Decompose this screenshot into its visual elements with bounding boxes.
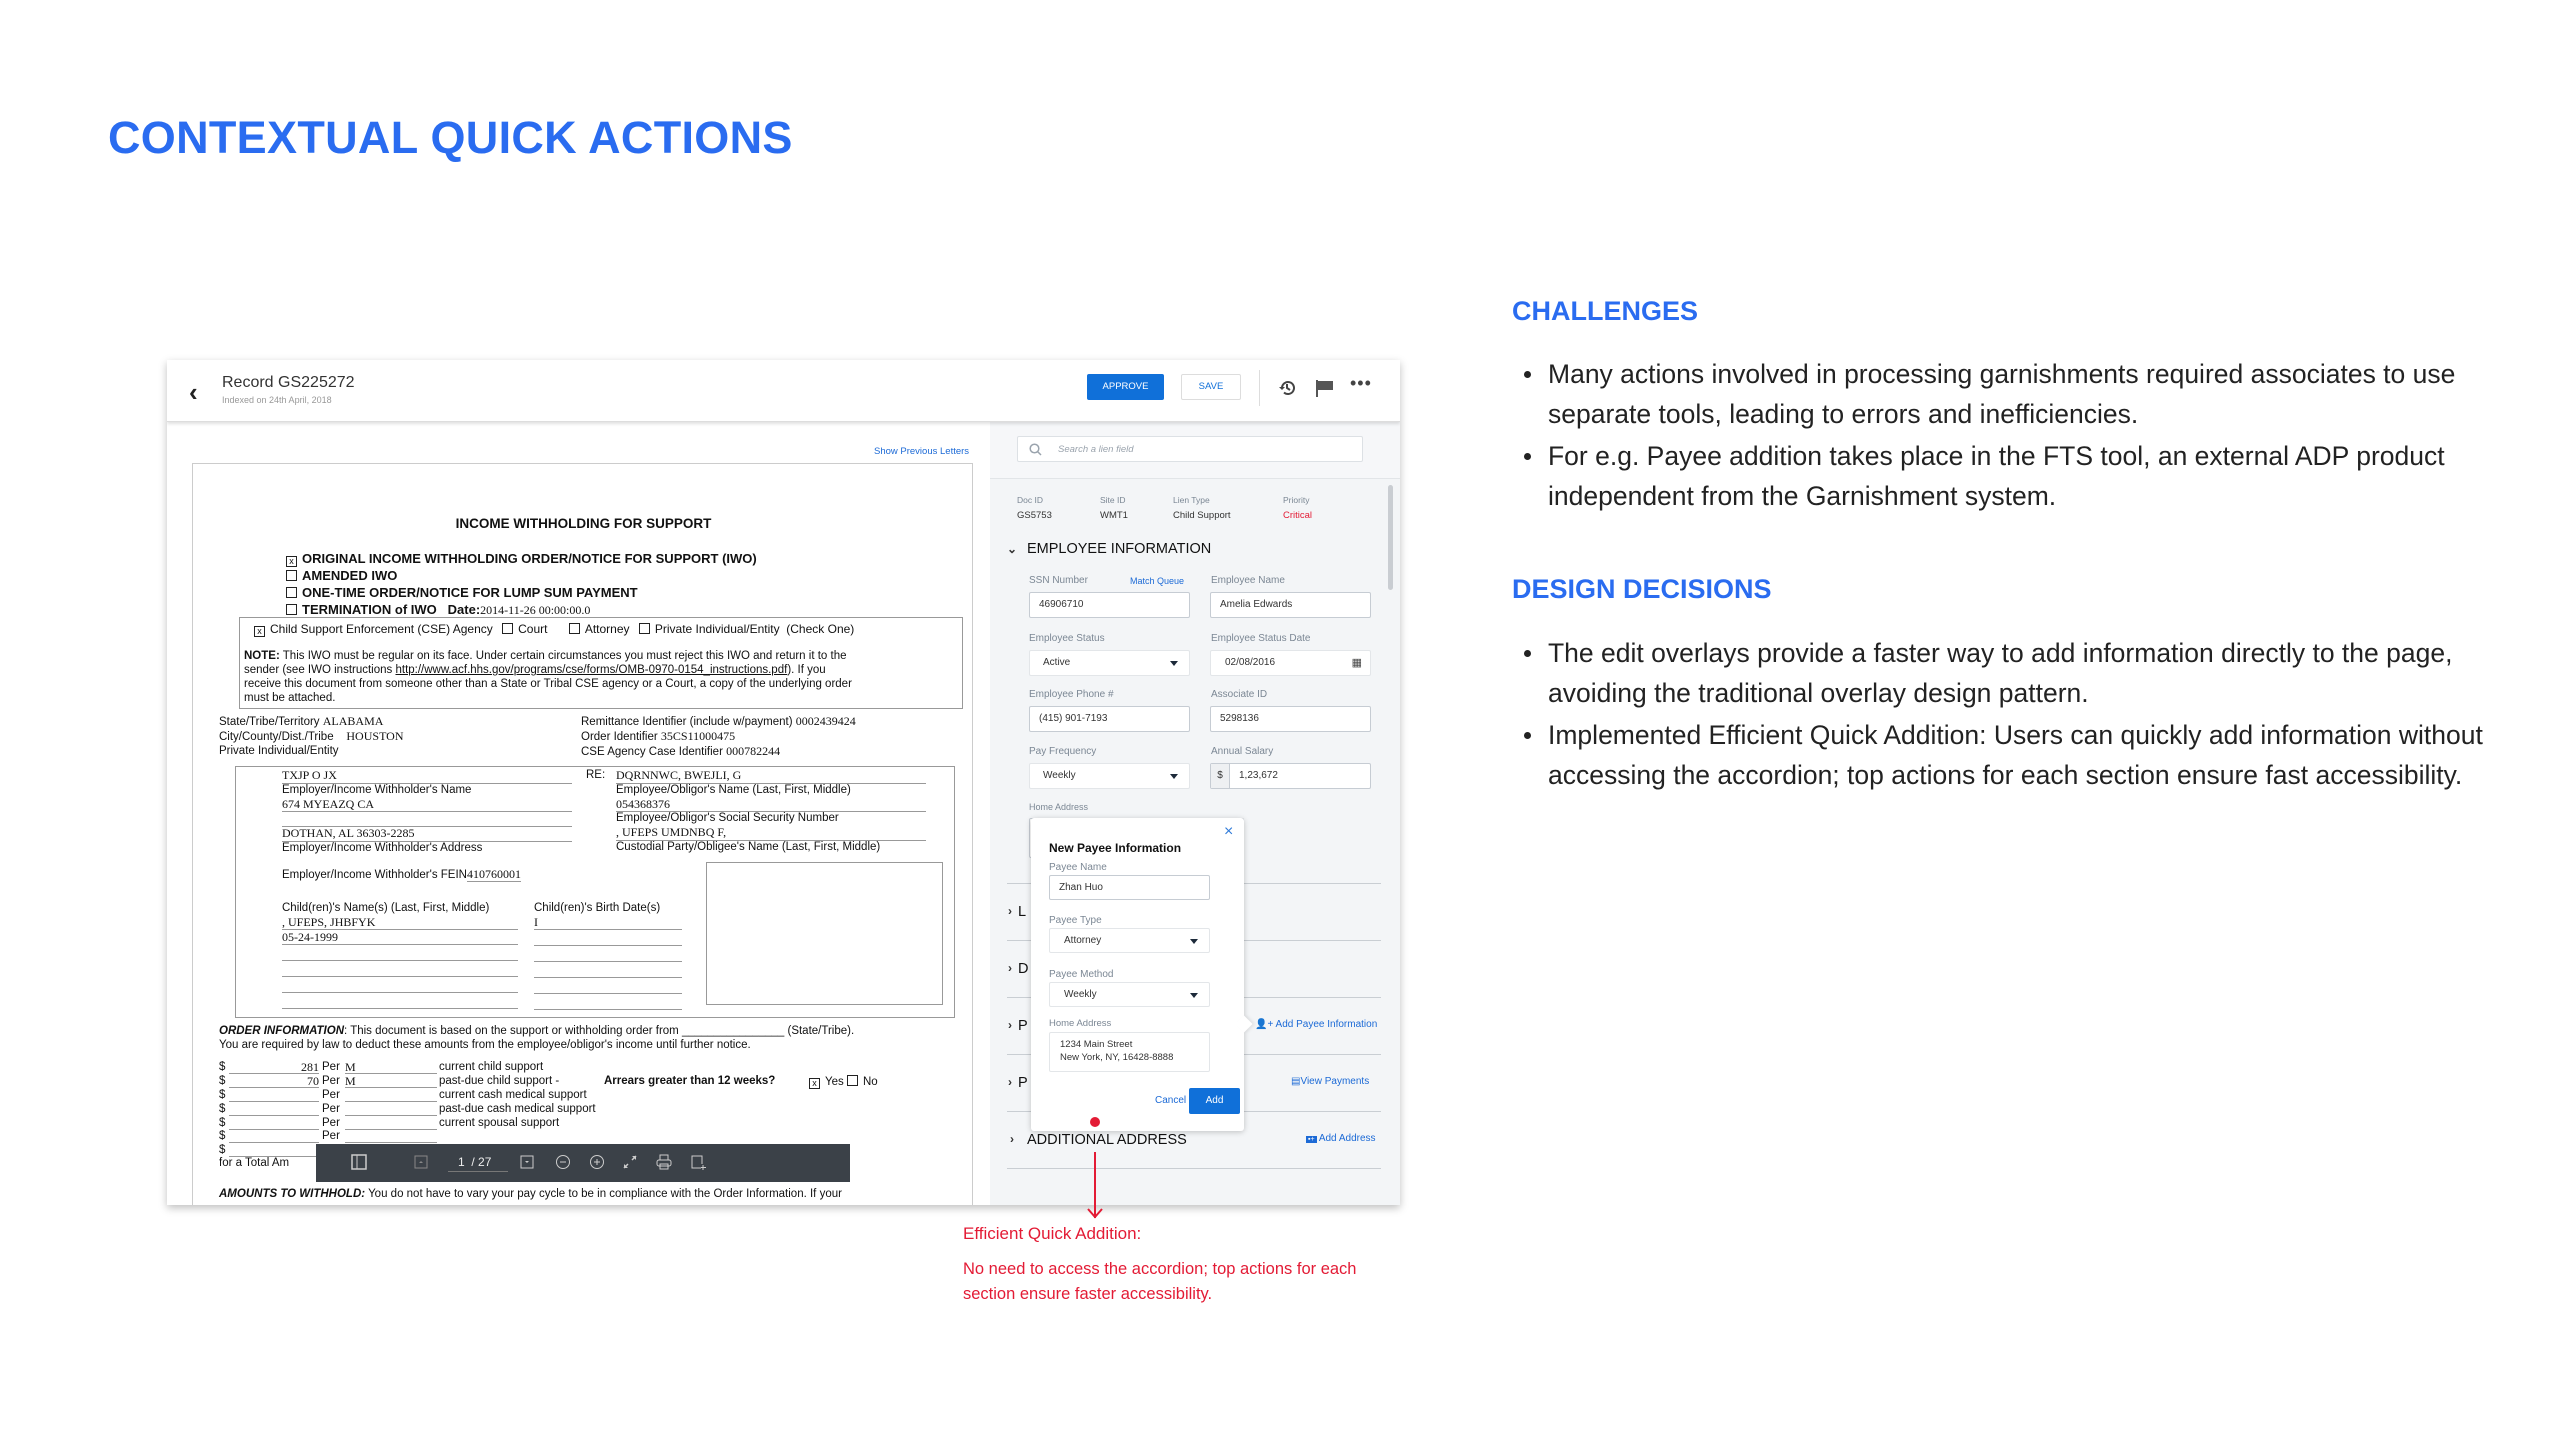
show-previous-letters-link[interactable]: Show Previous Letters xyxy=(874,446,970,457)
chevron-right-icon[interactable]: › xyxy=(1010,1132,1014,1146)
selected-value: Weekly xyxy=(1043,770,1076,781)
chevron-right-icon[interactable]: › xyxy=(1008,1018,1012,1032)
label: Add Payee Information xyxy=(1275,1019,1378,1030)
app-mockup xyxy=(167,360,1400,1205)
checkbox xyxy=(502,623,513,634)
zoom-out-icon[interactable] xyxy=(555,1154,571,1170)
per: Per xyxy=(322,1116,340,1129)
meta-label: Doc ID xyxy=(1017,495,1043,505)
field-label: Employer/Income Withholder's Address xyxy=(282,841,483,854)
employee-name: DQRNNWC, BWEJLI, G xyxy=(616,769,926,784)
amount xyxy=(229,1117,319,1130)
address-line: New York, NY, 16428-8888 xyxy=(1060,1052,1174,1063)
currency: $ xyxy=(219,1074,226,1087)
option-label: ONE-TIME ORDER/NOTICE FOR LUMP SUM PAYMENT xyxy=(302,585,638,600)
support-type: current spousal support xyxy=(439,1116,560,1129)
amount xyxy=(229,1130,319,1143)
field-value: 35CS11000475 xyxy=(660,729,736,743)
checkbox xyxy=(286,570,297,581)
doc-title: INCOME WITHHOLDING FOR SUPPORT xyxy=(455,516,712,531)
save-button[interactable]: SAVE xyxy=(1181,374,1241,400)
agency-option: Child Support Enforcement (CSE) Agency xyxy=(270,622,493,636)
payee-type-select[interactable] xyxy=(1049,928,1210,953)
ssn-label: SSN Number xyxy=(1029,575,1088,586)
amount xyxy=(229,1089,319,1102)
order-text: : This document is based on the support or withholding order from ________________ (State/Tribe). xyxy=(344,1025,855,1037)
accordion-section-title[interactable]: L xyxy=(1018,904,1027,920)
employee-status-select[interactable] xyxy=(1029,650,1190,676)
option-label: ORIGINAL INCOME WITHHOLDING ORDER/NOTICE FOR SUPPORT (IWO) xyxy=(302,551,757,566)
fein-value: 410760001 xyxy=(466,867,521,881)
child-name: , UFEPS, JHBFYK xyxy=(282,915,518,930)
selected-value: Active xyxy=(1043,657,1071,668)
pdf-toolbar xyxy=(316,1144,850,1182)
address-card-icon: ▪+ xyxy=(1308,1136,1315,1143)
cancel-button[interactable]: Cancel xyxy=(1155,1095,1187,1106)
checkbox-checked: x xyxy=(254,626,265,637)
field-value: 0002439424 xyxy=(795,714,856,728)
meta-label: Site ID xyxy=(1100,495,1126,505)
meta-value: Critical xyxy=(1283,510,1313,521)
amount xyxy=(229,1144,319,1157)
employee-name-label: Employee Name xyxy=(1211,575,1285,586)
page-number[interactable]: 1 xyxy=(458,1155,465,1169)
amount-row xyxy=(219,1089,979,1103)
period xyxy=(345,1130,437,1143)
back-chevron-icon[interactable]: ‹ xyxy=(189,377,198,407)
field-label: Employer/Income Withholder's Name xyxy=(282,783,472,796)
pay-frequency-select[interactable] xyxy=(1029,763,1190,789)
print-icon[interactable] xyxy=(656,1154,672,1170)
home-address-label: Home Address xyxy=(1049,1018,1112,1029)
sidebar-toggle-icon[interactable] xyxy=(351,1154,367,1170)
label: Add Address xyxy=(1318,1133,1376,1144)
yes-label: Yes xyxy=(825,1075,844,1088)
field-label: Child(ren)'s Birth Date(s) xyxy=(534,902,661,914)
add-user-icon: 👤+ xyxy=(1255,1019,1274,1030)
amount: 70 xyxy=(229,1075,319,1088)
ssn-field[interactable]: 46906710 xyxy=(1029,592,1190,618)
add-address-button[interactable] xyxy=(1306,1133,1376,1144)
design-decisions-heading: DESIGN DECISIONS xyxy=(1512,574,1772,604)
date-label: Date: xyxy=(447,602,481,617)
amount xyxy=(229,1103,319,1116)
employer-address: 674 MYEAZQ CA xyxy=(282,798,572,813)
order-type-options xyxy=(286,550,757,619)
meta-label: Lien Type xyxy=(1173,495,1210,505)
agency-option: Private Individual/Entity xyxy=(654,622,780,636)
employee-ssn: 054368376 xyxy=(616,798,926,813)
amount-row xyxy=(219,1061,979,1075)
check-one: (Check One) xyxy=(786,622,855,636)
payee-name-label: Payee Name xyxy=(1049,862,1107,873)
match-queue-link[interactable]: Match Queue xyxy=(1130,576,1185,586)
meta-value: GS5753 xyxy=(1017,510,1052,521)
document-page xyxy=(192,463,973,1205)
annual-salary-label: Annual Salary xyxy=(1211,746,1274,757)
checkbox xyxy=(286,604,297,615)
decision-item: The edit overlays provide a faster way to add information directly to the page, avoiding the traditional overlay design pattern. xyxy=(1548,633,2488,713)
search-placeholder: Search a lien field xyxy=(1058,444,1134,455)
section-title-employee-information[interactable]: EMPLOYEE INFORMATION xyxy=(1027,541,1212,557)
currency-prefix: $ xyxy=(1211,764,1230,788)
payee-method-label: Payee Method xyxy=(1049,969,1114,980)
employee-status-label: Employee Status xyxy=(1029,633,1105,644)
challenges-heading: CHALLENGES xyxy=(1512,296,1699,326)
field-value: ALABAMA xyxy=(322,714,384,728)
currency: $ xyxy=(219,1102,226,1115)
note-text: receive this document from someone other than a State or Tribal CSE agency or a Court, a copy of the underlying order xyxy=(244,678,852,690)
field-label: Private Individual/Entity xyxy=(219,745,339,757)
search-icon xyxy=(1029,443,1042,456)
period xyxy=(345,1089,437,1102)
date-value: 2014-11-26 00:00:00.0 xyxy=(480,603,591,617)
record-title: Record GS225272 xyxy=(222,374,355,391)
parties-box xyxy=(235,766,955,1018)
employer-name: TXJP O JX xyxy=(282,769,572,784)
selected-value: Weekly xyxy=(1064,989,1097,1000)
address-line: 1234 Main Street xyxy=(1060,1039,1133,1050)
salary-value: 1,23,672 xyxy=(1239,770,1278,781)
currency: $ xyxy=(219,1061,226,1073)
identifier-fields xyxy=(581,714,856,759)
home-address-textarea[interactable] xyxy=(1049,1032,1210,1072)
support-type: past-due cash medical support xyxy=(439,1102,596,1115)
divider xyxy=(1259,370,1260,406)
currency: $ xyxy=(219,1144,226,1157)
amount-row xyxy=(219,1117,979,1131)
section-title-additional-address[interactable]: ADDITIONAL ADDRESS xyxy=(1027,1132,1187,1148)
chevron-right-icon[interactable]: › xyxy=(1008,1075,1012,1089)
checkbox xyxy=(639,623,650,634)
currency: $ xyxy=(219,1088,226,1101)
support-type: current cash medical support xyxy=(439,1088,587,1101)
re-label: RE: xyxy=(586,769,606,781)
instructions-link[interactable]: http://www.acf.hhs.gov/programs/cse/forms/OMB-0970-0154_instructions.pdf xyxy=(395,664,788,676)
order-label: ORDER INFORMATION xyxy=(219,1025,345,1037)
flag-icon[interactable] xyxy=(1315,379,1335,397)
currency: $ xyxy=(219,1130,226,1143)
date-value: 02/08/2016 xyxy=(1225,657,1276,668)
employee-name-field[interactable]: Amelia Edwards xyxy=(1210,592,1371,618)
meta-value: Child Support xyxy=(1173,510,1231,521)
challenge-item: Many actions involved in processing garnishments required associates to use separate tools, leading to errors and inefficiencies. xyxy=(1548,354,2488,434)
field-label: Custodial Party/Obligee's Name (Last, First, Middle) xyxy=(616,840,881,853)
field-value: 000782244 xyxy=(726,744,781,758)
add-button[interactable]: Add xyxy=(1189,1088,1240,1114)
birth-date: I xyxy=(534,915,682,930)
option-label: TERMINATION of IWO xyxy=(302,602,437,617)
zoom-in-icon[interactable] xyxy=(589,1154,605,1170)
jurisdiction-fields xyxy=(219,714,404,758)
field-label: City/County/Dist./Tribe xyxy=(219,731,334,743)
challenge-item: For e.g. Payee addition takes place in the FTS tool, an external ADP product independent from the Garnishment system. xyxy=(1548,436,2488,516)
field-label: Employer/Income Withholder's FEIN xyxy=(282,869,467,881)
selected-value: Attorney xyxy=(1064,935,1102,946)
checkbox xyxy=(847,1075,858,1086)
agency-option: Attorney xyxy=(584,622,630,636)
annotation-dot xyxy=(1090,1117,1100,1127)
checkbox-checked: x xyxy=(809,1078,820,1089)
indexed-date: Indexed on 24th April, 2018 xyxy=(222,395,332,405)
label: View Payments xyxy=(1300,1076,1370,1087)
amount: 281 xyxy=(229,1061,319,1074)
annotation-title: Efficient Quick Addition: xyxy=(963,1224,1142,1243)
annotation-line-text: section ensure faster accessibility. xyxy=(963,1285,1213,1303)
add-page-icon[interactable] xyxy=(690,1154,706,1171)
page-total: / 27 xyxy=(471,1155,492,1169)
chevron-right-icon[interactable]: › xyxy=(1008,904,1012,918)
search-input[interactable] xyxy=(1017,436,1363,462)
popover-title: New Payee Information xyxy=(1049,841,1182,855)
meta-label: Priority xyxy=(1283,495,1310,505)
withhold-text: You do not have to vary your pay cycle to be in compliance with the Order Information. If your xyxy=(365,1188,842,1200)
no-label: No xyxy=(862,1075,878,1088)
phone-label: Employee Phone # xyxy=(1029,689,1114,700)
decision-item: Implemented Efficient Quick Addition: Users can quickly add information without accessing the accordion; top actions for each section ensure fast accessibility. xyxy=(1548,715,2488,795)
payee-name-field[interactable]: Zhan Huo xyxy=(1049,875,1210,900)
field-value: HOUSTON xyxy=(346,729,404,743)
note-text: must be attached. xyxy=(244,692,336,704)
scrollbar[interactable] xyxy=(1388,485,1393,590)
next-page-icon[interactable] xyxy=(520,1155,534,1169)
close-icon[interactable]: × xyxy=(1224,823,1234,840)
custodial-name: , UFEPS UMDNBQ F, xyxy=(616,826,926,841)
per: Per xyxy=(322,1061,340,1073)
status-date-label: Employee Status Date xyxy=(1211,633,1311,644)
order-information xyxy=(219,1024,854,1052)
status-date-picker[interactable] xyxy=(1210,650,1371,676)
more-icon[interactable]: ••• xyxy=(1350,373,1372,393)
approve-button[interactable]: APPROVE xyxy=(1087,374,1164,400)
field-label: State/Tribe/Territory xyxy=(219,716,320,728)
page-title: CONTEXTUAL QUICK ACTIONS xyxy=(108,112,793,163)
period xyxy=(345,1117,437,1130)
arrears-question: Arrears greater than 12 weeks? xyxy=(604,1074,776,1087)
per: Per xyxy=(322,1088,340,1101)
support-type: current child support xyxy=(439,1061,544,1073)
field-label: Employee/Obligor's Name (Last, First, Middle) xyxy=(616,783,851,796)
checkbox-checked: x xyxy=(286,556,297,567)
note-text: sender (see IWO instructions xyxy=(244,664,396,676)
total-amount-label: for a Total Am xyxy=(219,1157,290,1169)
accordion-section-title[interactable]: P xyxy=(1018,1075,1028,1091)
meta-value: WMT1 xyxy=(1100,510,1128,521)
order-text: You are required by law to deduct these amounts from the employee/obligor's income until further notice. xyxy=(219,1039,751,1051)
decisions-list xyxy=(1548,633,2488,797)
currency: $ xyxy=(219,1116,226,1129)
payments-icon: ▤ xyxy=(1291,1076,1301,1087)
field-label: Remittance Identifier (include w/payment) xyxy=(581,716,793,728)
note-label: NOTE: xyxy=(244,650,280,662)
child-name: 05-24-1999 xyxy=(282,930,518,945)
record-header xyxy=(167,360,1400,422)
period xyxy=(345,1103,437,1116)
period: M xyxy=(345,1061,437,1074)
accordion-section-title[interactable]: D xyxy=(1018,961,1029,977)
home-address-label: Home Address xyxy=(1029,802,1089,812)
accordion-section-title[interactable]: P xyxy=(1018,1018,1028,1034)
field-label: Employee/Obligor's Social Security Number xyxy=(616,812,839,825)
annotation-text xyxy=(963,1257,1357,1307)
payee-type-label: Payee Type xyxy=(1049,915,1102,926)
amount-row xyxy=(219,1075,979,1089)
challenges-list xyxy=(1548,354,2488,518)
withhold-label: AMOUNTS TO WITHHOLD: xyxy=(219,1188,366,1200)
chevron-down-icon[interactable]: ⌄ xyxy=(1007,542,1018,556)
payee-method-select[interactable] xyxy=(1049,982,1210,1007)
history-icon[interactable] xyxy=(1278,379,1296,397)
checkbox xyxy=(569,623,580,634)
option-label: AMENDED IWO xyxy=(302,568,398,583)
note-text: This IWO must be regular on its face. Under certain circumstances you must reject this IWO and return it to the xyxy=(279,650,847,662)
phone-field[interactable]: (415) 901-7193 xyxy=(1029,706,1190,732)
pay-frequency-label: Pay Frequency xyxy=(1029,746,1097,757)
per: Per xyxy=(322,1102,340,1115)
note-text: ). If you xyxy=(787,664,826,676)
amount-row xyxy=(219,1103,979,1117)
per: Per xyxy=(322,1074,340,1087)
field-label: CSE Agency Case Identifier xyxy=(581,746,723,758)
chevron-right-icon[interactable]: › xyxy=(1008,961,1012,975)
associate-id-field[interactable]: 5298136 xyxy=(1210,706,1371,732)
checkbox xyxy=(286,587,297,598)
new-payee-popover xyxy=(1031,818,1244,1131)
arrow-down-icon xyxy=(1087,1207,1103,1219)
field-label: Order Identifier xyxy=(581,731,658,743)
fullscreen-icon[interactable] xyxy=(622,1154,638,1170)
amount-row xyxy=(219,1130,979,1144)
add-payee-information-button[interactable] xyxy=(1255,1019,1377,1030)
support-type: past-due child support - xyxy=(439,1074,560,1087)
calendar-icon[interactable]: ▦ xyxy=(1351,657,1362,669)
per: Per xyxy=(322,1130,340,1143)
annotation-line-text: No need to access the accordion; top actions for each xyxy=(963,1260,1357,1278)
associate-id-label: Associate ID xyxy=(1211,689,1268,700)
previous-page-icon[interactable] xyxy=(414,1155,428,1169)
annual-salary-field[interactable] xyxy=(1210,763,1371,789)
period: M xyxy=(345,1075,437,1088)
field-label: Child(ren)'s Name(s) (Last, First, Middle) xyxy=(282,902,490,914)
view-payments-button[interactable] xyxy=(1291,1076,1369,1087)
note-box xyxy=(239,617,963,709)
page-indicator[interactable] xyxy=(448,1155,508,1172)
accordion-divider xyxy=(1007,1168,1381,1169)
agency-option: Court xyxy=(518,622,548,636)
employer-address: DOTHAN, AL 36303-2285 xyxy=(282,827,572,842)
blank-box xyxy=(706,862,943,1005)
